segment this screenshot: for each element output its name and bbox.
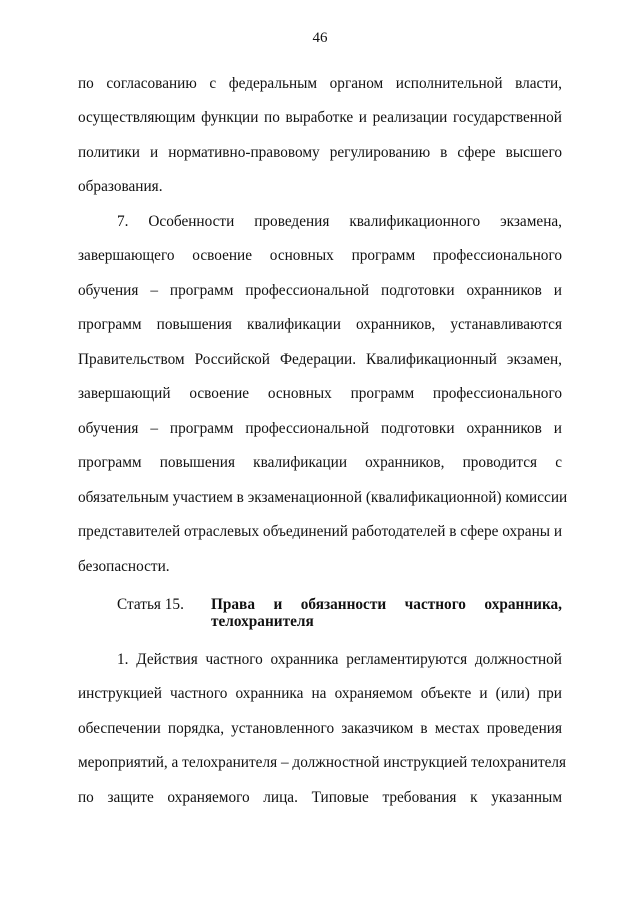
paragraph-2-line-3: обучения – программ профессиональной подготовки охранников и	[78, 282, 562, 299]
paragraph-2-line-9: обязательным участием в экзаменационной (квалификационной) комиссии	[78, 489, 568, 506]
paragraph-2-line-7: обучения – программ профессиональной подготовки охранников и	[78, 420, 562, 437]
paragraph-2-line-1: 7. Особенности проведения квалификационного экзамена,	[117, 213, 562, 230]
paragraph-3-line-3: обеспечении порядка, установленного заказчиком в местах проведения	[78, 720, 562, 737]
paragraph-2-line-10: представителей отраслевых объединений работодателей в сфере охраны и	[78, 523, 563, 540]
paragraph-1-line-4: образования.	[78, 178, 163, 195]
paragraph-2-line-5: Правительством Российской Федерации. Квалификационный экзамен,	[78, 351, 562, 368]
paragraph-3-line-5: по защите охраняемого лица. Типовые требования к указанным	[78, 789, 562, 806]
paragraph-3-line-2: инструкцией частного охранника на охраняемом объекте и (или) при	[78, 685, 562, 702]
paragraph-2-line-6: завершающий освоение основных программ профессионального	[78, 385, 562, 402]
paragraph-2-line-4: программ повышения квалификации охранников, устанавливаются	[78, 316, 562, 333]
paragraph-3-line-4: мероприятий, а телохранителя – должностной инструкцией телохранителя	[78, 754, 567, 771]
paragraph-2-line-8: программ повышения квалификации охранников, проводится с	[78, 454, 562, 471]
article-title-line-2: телохранителя	[211, 613, 314, 630]
paragraph-3-line-1: 1. Действия частного охранника регламентируются должностной	[117, 651, 562, 668]
paragraph-2-line-11: безопасности.	[78, 558, 170, 575]
paragraph-2-line-2: завершающего освоение основных программ профессионального	[78, 247, 562, 264]
paragraph-1-line-1: по согласованию с федеральным органом исполнительной власти,	[78, 75, 562, 92]
paragraph-1-line-3: политики и нормативно-правовому регулированию в сфере высшего	[78, 144, 562, 161]
paragraph-1-line-2: осуществляющим функции по выработке и реализации государственной	[78, 109, 562, 126]
article-label: Статья 15.	[117, 596, 184, 613]
article-title-line-1: Права и обязанности частного охранника,	[211, 596, 562, 613]
page-number: 46	[312, 30, 328, 46]
